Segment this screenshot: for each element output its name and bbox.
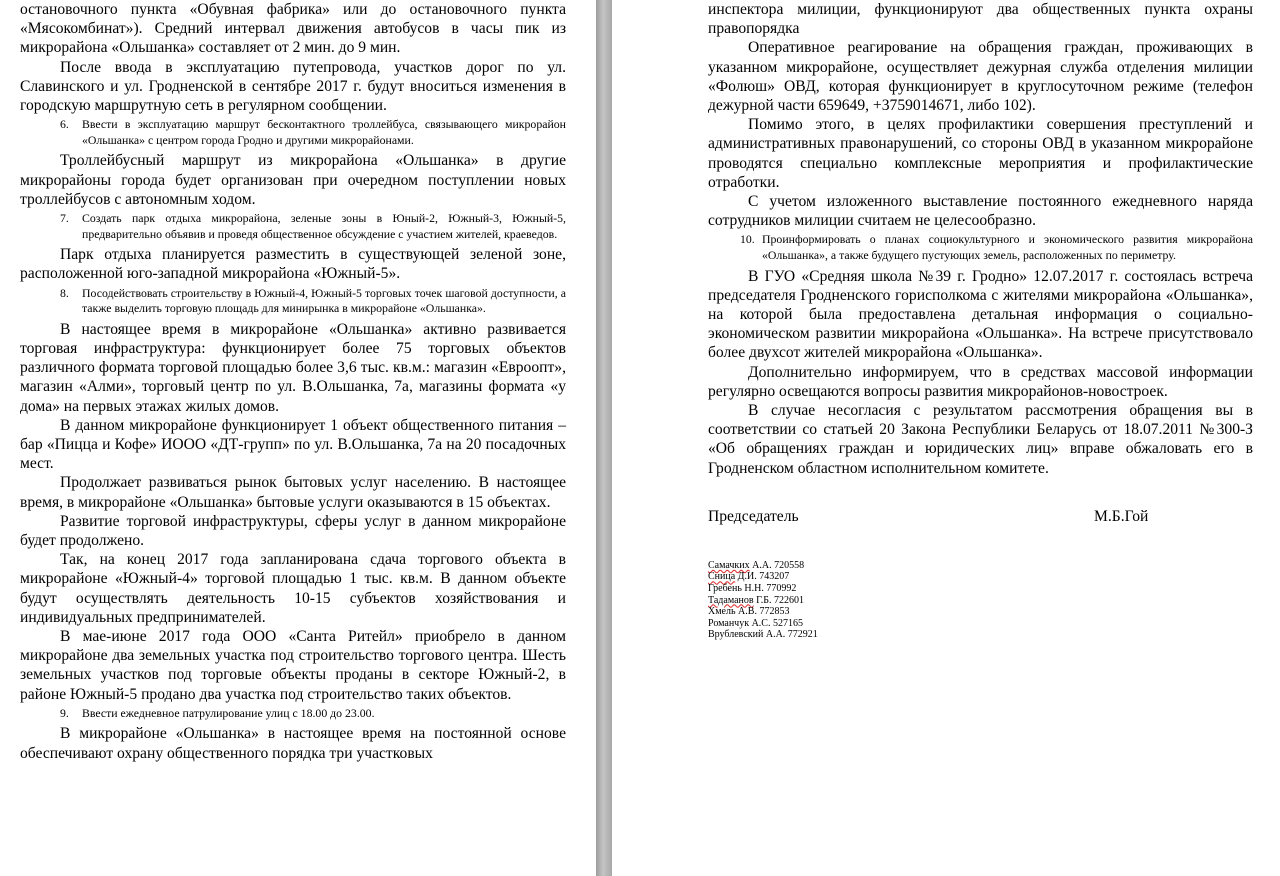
item-text: Ввести ежедневное патрулирование улиц с 18.00 до 23.00. [82, 705, 375, 720]
numbered-request-item [20, 117, 566, 148]
contact-initials-phone: А.С. 527165 [749, 617, 803, 629]
contact-row [708, 583, 1253, 595]
executor-contacts [708, 560, 1253, 641]
document-page-right [612, 0, 1280, 876]
numbered-request-item [708, 232, 1253, 263]
body-paragraph: Дополнительно информируем, что в средствах массовой информации регулярно освещаются вопросы развития микрорайонов-новостроек. [708, 363, 1253, 400]
contact-row [708, 618, 1253, 630]
contact-initials-phone: А.А. 772921 [763, 629, 818, 641]
document-page-left [0, 0, 596, 876]
item-text: Посодействовать строительству в Южный-4, Южный-5 торговых точек шаговой доступности, а также выделить торговую площадь для минирынка в микрорайоне «Ольшанка». [82, 285, 566, 316]
body-paragraph: В настоящее время в микрорайоне «Ольшанка» активно развивается торговая инфраструктура: функционирует более 75 торговых объектов различного формата торговой площадью более 3,6 тыс. кв.м.: магазин «Евроопт», магазин «Алми», торговый центр по ул. В.Ольшанка, 7а, магазины формата «у дома» на первых этажах жилых домов. [20, 320, 566, 415]
page-gutter [596, 0, 612, 876]
item-number: 9. [60, 705, 69, 720]
body-paragraph: С учетом изложенного выставление постоянного ежедневного наряда сотрудников милиции считаем не целесообразно. [708, 193, 1253, 230]
contact-initials-phone: А.В. 772853 [735, 606, 790, 618]
item-number: 10. [740, 232, 755, 247]
body-paragraph: Развитие торговой инфраструктуры, сферы услуг в данном микрорайоне будет продолжено. [20, 512, 566, 550]
body-paragraph: Оперативное реагирование на обращения граждан, проживающих в указанном микрорайоне, осуществляет дежурная служба отделения милиции «Фолюш» ОВД, которая функционирует в круглосуточном режиме (телефон дежурной части 659649, +3759014671, либо 102). [708, 39, 1253, 115]
item-text: Ввести в эксплуатацию маршрут бесконтактного троллейбуса, связывающего микрорайон «Ольшанка» с центром города Гродно и другими микрорайонами. [82, 117, 566, 147]
numbered-request-item [20, 286, 566, 317]
contact-row [708, 560, 1253, 572]
signatory-name: М.Б.Гой [1094, 507, 1149, 525]
contact-initials-phone: А.А. 720558 [749, 559, 805, 571]
contact-row [708, 595, 1253, 607]
numbered-request-item [20, 706, 566, 722]
contact-surname: Хмель [708, 606, 736, 618]
body-paragraph: Парк отдыха планируется разместить в существующей зеленой зоне, расположенной юго-западной микрорайона «Южный-5». [20, 246, 566, 283]
body-paragraph: После ввода в эксплуатацию путепровода, участков дорог по ул. Славинского и ул. Гродненской в сентябре 2017 г. будут вноситься изменения в городскую маршрутную сеть в регулярном сообщении. [20, 58, 566, 115]
signatory-role: Председатель [708, 507, 799, 525]
item-number: 6. [60, 117, 69, 132]
contact-surname: Гребень [708, 583, 742, 595]
item-text: Проинформировать о планах социокультурного и экономического развития микрорайона «Ольшанка», а также будущего пустующих земель, расположенных по периметру. [762, 232, 1253, 263]
contact-surname: Тадаманов [708, 594, 754, 606]
contact-surname: Врублевский [708, 629, 764, 641]
contact-surname: Самачких [708, 559, 750, 571]
body-paragraph: В мае-июне 2017 года ООО «Санта Ритейл» приобрело в данном микрорайоне два земельных участка под строительство торгового центра. Шесть земельных участков под торговые объекты проданы в секторе Южный-2, в районе Южный-5 продано два участка под строительство таких объектов. [20, 628, 566, 703]
body-paragraph: В данном микрорайоне функционирует 1 объект общественного питания – бар «Пицца и Кофе» ИООО «ДТ-групп» по ул. В.Ольшанка, 7а на 20 посадочных мест. [20, 416, 566, 473]
body-paragraph: Помимо этого, в целях профилактики совершения преступлений и административных правонарушений, со стороны ОВД в указанном микрорайоне проводятся специально комплексные мероприятия и профилактические отработки. [708, 116, 1253, 191]
item-text: Создать парк отдыха микрорайона, зеленые зоны в Юный-2, Южный-3, Южный-5, предварительно объявив и проведя общественное обсуждение с участием жителей, краеведов. [82, 211, 566, 241]
contact-row [708, 606, 1253, 618]
item-number: 7. [60, 211, 69, 226]
body-paragraph: Так, на конец 2017 года запланирована сдача торгового объекта в микрорайоне «Южный-4» торговой площадью 1 тыс. кв.м. В данном объекте будут осуществлять деятельность 10-15 субъектов хозяйствования и индивидуальных предпринимателей. [20, 551, 566, 626]
contact-initials-phone: Д.И. 743207 [735, 571, 790, 583]
left-page-text-column [20, 0, 566, 763]
body-paragraph: остановочного пункта «Обувная фабрика» или до остановочного пункта «Мясокомбинат»). Средний интервал движения автобусов в часы пик из микрорайона «Ольшанка» составляет от 2 мин. до 9 мин. [20, 1, 566, 57]
contact-initials-phone: Г.Б. 722601 [753, 594, 805, 606]
body-paragraph: В микрорайоне «Ольшанка» в настоящее время на постоянной основе обеспечивают охрану общественного порядка три участковых [20, 725, 566, 762]
numbered-request-item [20, 211, 566, 242]
contact-initials-phone: Н.Н. 770992 [741, 583, 797, 595]
body-paragraph: инспектора милиции, функционируют два общественных пункта охраны правопорядка [708, 1, 1253, 38]
body-paragraph: Продолжает развиваться рынок бытовых услуг населению. В настоящее время, в микрорайоне «Ольшанка» бытовые услуги оказываются в 15 объектах. [20, 474, 566, 511]
body-paragraph: В ГУО «Средняя школа №39 г. Гродно» 12.07.2017 г. состоялась встреча председателя Гродненского горисполкома с жителями микрорайона «Ольшанка», на которой была предоставлена детальная информация о социально-экономическом развитии микрорайона «Ольшанка». На встрече присутствовало более двухсот жителей микрорайона «Ольшанка». [708, 267, 1253, 362]
body-paragraph: Троллейбусный маршрут из микрорайона «Ольшанка» в другие микрорайоны города будет организован при очередном поступлении новых троллейбусов с автономным ходом. [20, 152, 566, 208]
contact-surname: Сница [708, 571, 736, 583]
contact-row [708, 571, 1253, 583]
contact-row [708, 629, 1253, 641]
signature-line [708, 508, 1253, 528]
contact-surname: Романчук [708, 617, 750, 629]
body-paragraph: В случае несогласия с результатом рассмотрения обращения вы в соответствии со статьей 20 Закона Республики Беларусь от 18.07.2011 №300-З «Об обращениях граждан и юридических лиц» вправе обжаловать его в Гродненском областном исполнительном комитете. [708, 402, 1253, 477]
right-page-text-column [708, 0, 1253, 641]
item-number: 8. [60, 285, 69, 300]
